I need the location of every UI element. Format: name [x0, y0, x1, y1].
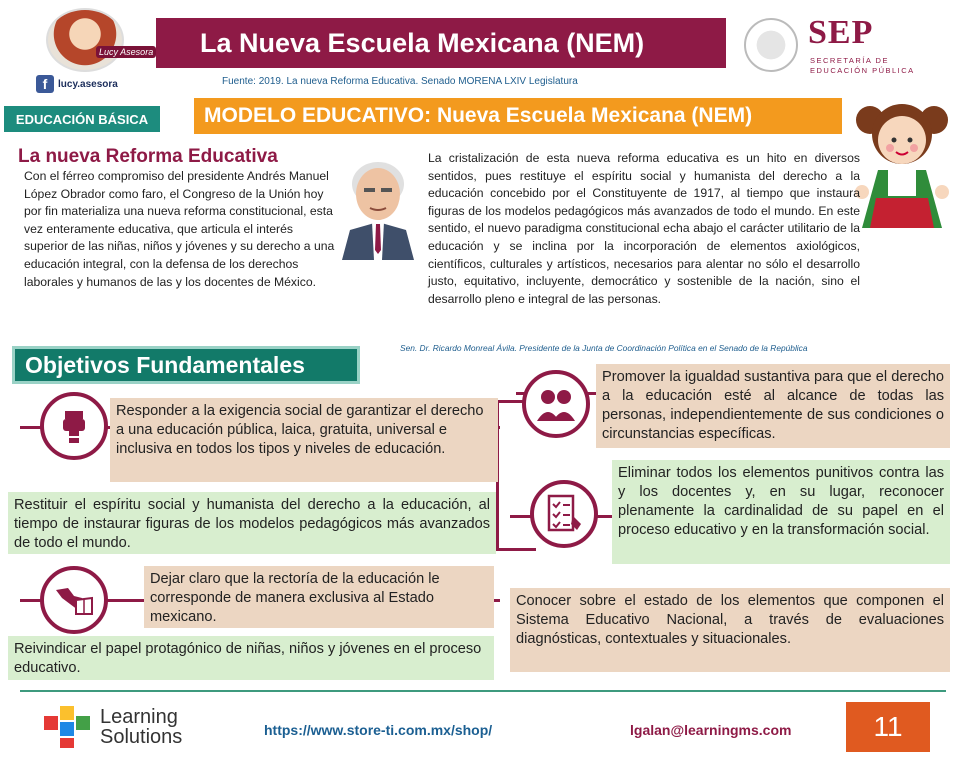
- people-icon-circle: [522, 370, 590, 438]
- facebook-handle: lucy.asesora: [58, 78, 118, 90]
- section-banner: MODELO EDUCATIVO: Nueva Escuela Mexicana (NEM): [194, 98, 842, 134]
- objetivo-2: Restituir el espíritu social y humanista del derecho a la educación, al tiempo de instaurar figuras de los modelos pedagógicos más avanzados de todo el mundo.: [8, 492, 496, 554]
- quote-attribution: Sen. Dr. Ricardo Monreal Ávila. Presidente de la Junta de Coordinación Política en el Senado de la República: [400, 343, 808, 353]
- reforma-text-left: Con el férreo compromiso del presidente Andrés Manuel López Obrador como faro, el Congreso de la Unión hoy por fin materializa una nueva reforma constitucional, esta vez enteramente educativa, que articula el interés superior de las niñas, niños y jóvenes y su derecho a una educación integral, con la defensa de los derechos laborales y humanos de las y los docentes de México.: [24, 169, 335, 289]
- avatar-label: Lucy Asesora: [96, 46, 156, 58]
- objetivo-7: Conocer sobre el estado de los elementos que componen el Sistema Educativo Nacional, a través de evaluaciones diagnósticas, contextuales y situacionales.: [510, 588, 950, 672]
- objetivo-3: Dejar claro que la rectoría de la educación le corresponde de manera exclusiva al Estado mexicano.: [144, 566, 494, 628]
- learning-solutions-text: [100, 707, 182, 747]
- checklist-hand-icon: [545, 494, 583, 534]
- contact-email-link[interactable]: lgalan@learningms.com: [630, 722, 792, 738]
- checklist-icon-circle: [530, 480, 598, 548]
- store-url-link[interactable]: https://www.store-ti.com.mx/shop/: [264, 722, 493, 738]
- education-level-badge: EDUCACIÓN BÁSICA: [4, 106, 160, 132]
- objetivo-1: Responder a la exigencia social de garantizar el derecho a una educación pública, laica, gratuita, universal e inclusiva en todos los tipos y niveles de educación.: [110, 398, 498, 482]
- learning-solutions-logo-icon: [44, 706, 100, 750]
- reforma-text-right: La cristalización de esta nueva reforma educativa es un hito en diversos sentidos, pues restituye el espíritu social y humanista del derecho a la educación concebido por el Constituyente de 1917, al tiempo que instaura figuras de los modelos pedagógicos más avanzados de todo el mundo. En este sentido, el nuevo paradigma constitucional echa abajo el carácter utilitario de la educación y se inclina por la incorporación de elementos axiológicos, científicos, culturales y artísticos, necesarios para alentar no sólo el desarrollo justo, equitativo, incluyente, democrático y sostenible de la nación, sino el desarrollo pleno e integral de las personas.: [428, 151, 860, 306]
- logo-line-1: Learning: [100, 706, 178, 728]
- source-note: Fuente: 2019. La nueva Reforma Educativa. Senado MORENA LXIV Legislatura: [222, 76, 578, 87]
- facebook-link[interactable]: [36, 75, 118, 93]
- lucy-avatar: [46, 8, 124, 72]
- objetivo-4: Reivindicar el papel protagónico de niñas, niños y jóvenes en el proceso educativo.: [8, 636, 494, 680]
- objetivo-6: Eliminar todos los elementos punitivos contra las y los docentes y, en su lugar, reconocer plenamente la cardinalidad de su papel en el proceso educativo y en la transformación social.: [612, 460, 950, 564]
- sep-logo-text: SEP: [808, 14, 874, 51]
- two-people-icon: [535, 387, 577, 421]
- protest-fist-icon: [55, 407, 93, 445]
- sep-subtitle: SECRETARÍA DE EDUCACIÓN PÚBLICA: [810, 56, 915, 75]
- page-number: 11: [846, 702, 930, 752]
- facebook-icon: f: [36, 75, 54, 93]
- page-title: La Nueva Escuela Mexicana (NEM): [156, 18, 726, 68]
- logo-line-2: Solutions: [100, 726, 183, 748]
- objetivo-5: Promover la igualdad sustantiva para que el derecho a la educación esté al alcance de todas las personas, independientemente de sus condiciones o circunstancias específicas.: [596, 364, 950, 448]
- mexico-map-book-icon: [54, 584, 94, 616]
- mexico-seal-icon: [744, 18, 798, 72]
- objetivos-title: Objetivos Fundamentales: [12, 346, 360, 384]
- connector-line: [496, 548, 536, 551]
- protest-fist-icon-circle: [40, 392, 108, 460]
- mexico-map-icon-circle: [40, 566, 108, 634]
- doll-illustration-icon: [852, 94, 952, 234]
- president-portrait-icon: [336, 150, 420, 260]
- footer-divider: [20, 690, 946, 692]
- reforma-title: La nueva Reforma Educativa: [18, 146, 278, 167]
